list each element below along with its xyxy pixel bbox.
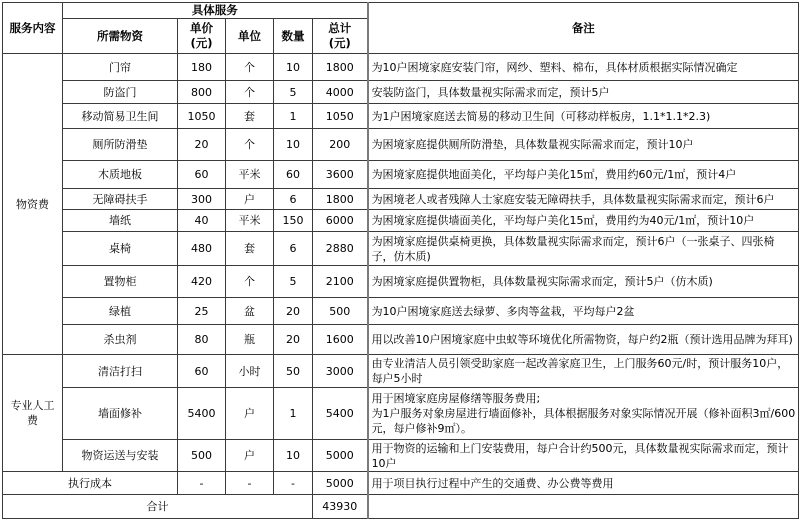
price: 60 xyxy=(178,161,226,189)
header-unit-price: 单价 (元) xyxy=(178,19,226,54)
unit: 平米 xyxy=(226,210,274,232)
unit: 盆 xyxy=(226,298,274,325)
note: 用以改善10户困境家庭中虫蚁等环境优化所需物资，每户约2瓶（预计选用品牌为拜耳) xyxy=(368,325,799,355)
header-service-content: 服务内容 xyxy=(3,3,63,54)
note: 为困境老人或者残障人士家庭安装无障碍扶手，具体数量视实际需求而定，预计6户 xyxy=(368,189,799,210)
price: 25 xyxy=(178,298,226,325)
table-row xyxy=(3,189,799,210)
note: 用于物资的运输和上门安装费用，每户合计约500元，具体数量视实际需求而定，预计10户 xyxy=(368,440,799,472)
unit: - xyxy=(226,472,274,495)
total: 5000 xyxy=(313,440,368,472)
item: 厕所防滑垫 xyxy=(63,129,178,161)
note: 为困境家庭提供地面美化，平均每户美化15㎡，费用约60元/1㎡，预计4户 xyxy=(368,161,799,189)
price: 5400 xyxy=(178,388,226,440)
price: 180 xyxy=(178,54,226,81)
note: 为10户困境家庭安装门帘，网纱、塑料、棉布，具体材质根据实际情况确定 xyxy=(368,54,799,81)
item: 移动简易卫生间 xyxy=(63,104,178,129)
price: 80 xyxy=(178,325,226,355)
note: 为1户困境家庭送去简易的移动卫生间（可移动样板房，1.1*1.1*2.3) xyxy=(368,104,799,129)
qty: 50 xyxy=(274,355,313,388)
grand-total-row xyxy=(3,495,799,519)
total: 500 xyxy=(313,298,368,325)
note: 为10户困境家庭送去绿萝、多肉等盆栽，平均每户2盆 xyxy=(368,298,799,325)
note: 为困境家庭提供桌椅更换，具体数量视实际需求而定，预计6户（一张桌子、四张椅子，仿木质) xyxy=(368,232,799,266)
unit: 个 xyxy=(226,129,274,161)
qty: 10 xyxy=(274,440,313,472)
total: 1800 xyxy=(313,54,368,81)
qty: 6 xyxy=(274,232,313,266)
note: 为困境家庭提供置物柜，具体数量视实际需求而定，预计5户（仿木质) xyxy=(368,266,799,298)
execution-cost-row xyxy=(3,472,799,495)
table-row xyxy=(3,440,799,472)
total: 3600 xyxy=(313,161,368,189)
qty: 150 xyxy=(274,210,313,232)
unit: 个 xyxy=(226,54,274,81)
price: 60 xyxy=(178,355,226,388)
table-row xyxy=(3,298,799,325)
price: - xyxy=(178,472,226,495)
item: 木质地板 xyxy=(63,161,178,189)
unit: 平米 xyxy=(226,161,274,189)
header-material: 所需物资 xyxy=(63,19,178,54)
total: 5400 xyxy=(313,388,368,440)
item: 无障碍扶手 xyxy=(63,189,178,210)
price: 800 xyxy=(178,81,226,104)
qty: 10 xyxy=(274,54,313,81)
unit: 户 xyxy=(226,189,274,210)
group-labor: 专业人工费 xyxy=(3,355,63,472)
header-specific-service: 具体服务 xyxy=(63,3,368,19)
note xyxy=(368,495,799,519)
qty: 10 xyxy=(274,129,313,161)
table-row xyxy=(3,104,799,129)
qty: 20 xyxy=(274,298,313,325)
item: 清洁打扫 xyxy=(63,355,178,388)
note: 用于项目执行过程中产生的交通费、办公费等费用 xyxy=(368,472,799,495)
grand-total-value: 43930 xyxy=(313,495,368,519)
table-row xyxy=(3,129,799,161)
unit: 小时 xyxy=(226,355,274,388)
total: 5000 xyxy=(313,472,368,495)
qty: 60 xyxy=(274,161,313,189)
item: 杀虫剂 xyxy=(63,325,178,355)
qty: 5 xyxy=(274,81,313,104)
price: 420 xyxy=(178,266,226,298)
unit: 个 xyxy=(226,81,274,104)
total: 6000 xyxy=(313,210,368,232)
unit: 套 xyxy=(226,104,274,129)
header-remarks: 备注 xyxy=(368,3,799,54)
group-materials: 物资费 xyxy=(3,54,63,355)
table-row xyxy=(3,355,799,388)
grand-total-label: 合计 xyxy=(3,495,313,519)
table-row xyxy=(3,54,799,81)
header-unit: 单位 xyxy=(226,19,274,54)
table-row xyxy=(3,161,799,189)
qty: 20 xyxy=(274,325,313,355)
item: 墙面修补 xyxy=(63,388,178,440)
total: 2880 xyxy=(313,232,368,266)
unit: 套 xyxy=(226,232,274,266)
header-total: 总计 (元) xyxy=(313,19,368,54)
item: 置物柜 xyxy=(63,266,178,298)
header-quantity: 数量 xyxy=(274,19,313,54)
note: 为困境家庭提供厕所防滑垫，具体数量视实际需求而定，预计10户 xyxy=(368,129,799,161)
qty: - xyxy=(274,472,313,495)
item: 物资运送与安装 xyxy=(63,440,178,472)
header-row-1 xyxy=(3,3,799,19)
table-row xyxy=(3,81,799,104)
total: 2100 xyxy=(313,266,368,298)
total: 4000 xyxy=(313,81,368,104)
note: 安装防盗门，具体数量视实际需求而定，预计5户 xyxy=(368,81,799,104)
table-row xyxy=(3,232,799,266)
price: 1050 xyxy=(178,104,226,129)
total: 1050 xyxy=(313,104,368,129)
table-row xyxy=(3,266,799,298)
unit: 瓶 xyxy=(226,325,274,355)
total: 1600 xyxy=(313,325,368,355)
execution-cost-label: 执行成本 xyxy=(3,472,178,495)
unit: 个 xyxy=(226,266,274,298)
price: 40 xyxy=(178,210,226,232)
table-row xyxy=(3,210,799,232)
item: 门帘 xyxy=(63,54,178,81)
item: 防盗门 xyxy=(63,81,178,104)
note: 用于困境家庭房屋修缮等服务费用; 为1户服务对象房屋进行墙面修补，具体根据服务对象实际情况开展（修补面积3㎡/600元，每户修补9㎡）。 xyxy=(368,388,799,440)
total: 1800 xyxy=(313,189,368,210)
unit: 户 xyxy=(226,388,274,440)
price: 500 xyxy=(178,440,226,472)
item: 绿植 xyxy=(63,298,178,325)
budget-table xyxy=(2,2,799,519)
table-row xyxy=(3,325,799,355)
note: 由专业清洁人员引领受助家庭一起改善家庭卫生，上门服务60元/时，预计服务10户，每户5小时 xyxy=(368,355,799,388)
price: 300 xyxy=(178,189,226,210)
unit: 户 xyxy=(226,440,274,472)
qty: 5 xyxy=(274,266,313,298)
item: 桌椅 xyxy=(63,232,178,266)
price: 480 xyxy=(178,232,226,266)
qty: 1 xyxy=(274,104,313,129)
item: 墙纸 xyxy=(63,210,178,232)
table-row xyxy=(3,388,799,440)
qty: 6 xyxy=(274,189,313,210)
price: 20 xyxy=(178,129,226,161)
note: 为困境家庭提供墙面美化，平均每户美化15㎡，费用约为40元/1㎡，预计10户 xyxy=(368,210,799,232)
total: 200 xyxy=(313,129,368,161)
total: 3000 xyxy=(313,355,368,388)
qty: 1 xyxy=(274,388,313,440)
